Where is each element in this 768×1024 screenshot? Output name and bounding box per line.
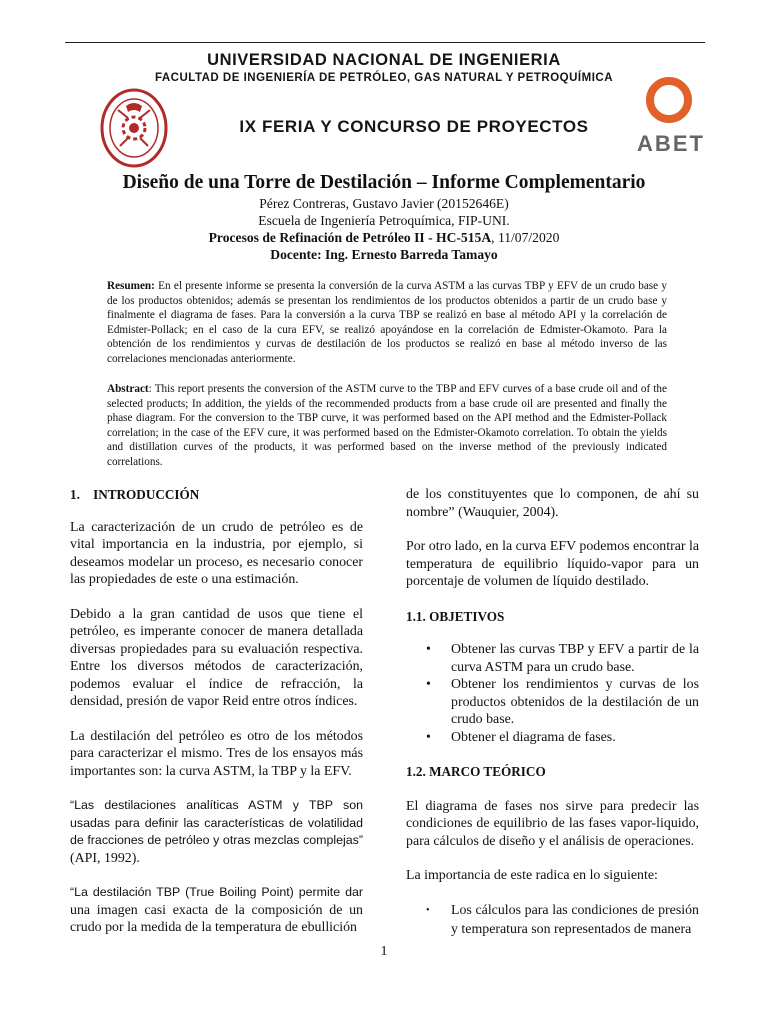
quote-api <box>70 797 363 867</box>
efv-paragraph: Por otro lado, en la curva EFV podemos encontrar la temperatura de equilibrio líquido-vapor para un porcentaje de volumen de líquido destilado. <box>406 539 699 589</box>
abet-ring-icon <box>628 74 714 126</box>
teacher-line: Docente: Ing. Ernesto Barreda Tamayo <box>270 247 498 262</box>
faculty-name: FACULTAD DE INGENIERÍA DE PETRÓLEO, GAS NATURAL Y PETROQUÍMICA <box>154 72 614 84</box>
quote-api-ref: (API, 1992). <box>70 850 140 866</box>
left-column <box>70 486 363 937</box>
marco-paragraph-1: El diagrama de fases nos sirve para predecir las condiciones de equilibrio de las fases vapor-liquido, para cálculos de diseño y el análisis de operaciones. <box>406 798 699 849</box>
marco-list <box>406 901 699 939</box>
intro-paragraph-3: La destilación del petróleo es otro de los métodos para caracterizar el mismo. Tres de los ensayos más importantes son: la curva ASTM, la TBP y la EFV. <box>70 728 363 779</box>
quote-api-text: “Las destilaciones analíticas ASTM y TBP son usadas para definir las características de volatilidad de fracciones de petróleo y otras mezclas complejas” <box>70 798 363 847</box>
abet-logo <box>628 74 714 156</box>
continued-paragraph: de los constituyentes que lo componen, de ahí su nombre” (Wauquier, 2004). <box>406 487 699 520</box>
top-rule <box>65 42 705 43</box>
quote-tbp <box>70 884 363 937</box>
quote-tbp-start: “La destilación TBP (True Boiling Point) permite dar <box>70 885 363 899</box>
bullet-icon: • <box>426 677 431 692</box>
bullet-icon: • <box>426 642 431 657</box>
resumen-label: Resumen: <box>107 280 155 292</box>
resumen-paragraph <box>107 279 667 366</box>
intro-paragraph-2: Debido a la gran cantidad de usos que tiene el petróleo, es imperante conocer de manera detallada diversas propiedades para su evaluación respectiva. Entre los diversos métodos de caracterización, podemos evaluar el índice de refracción, la densidad, presión de vapor Reid entre otros índices. <box>70 606 363 709</box>
section-heading-objetivos: 1.1. OBJETIVOS <box>406 608 505 624</box>
paper-title: Diseño de una Torre de Destilación – Informe Complementario <box>122 172 646 193</box>
university-name: UNIVERSIDAD NACIONAL DE INGENIERIA <box>207 51 561 69</box>
page-number: 1 <box>380 944 388 959</box>
quote-tbp-rest: una imagen casi exacta de la composición de un crudo por la medida de la temperatura de ebullición <box>70 902 363 935</box>
abstract-label: Abstract <box>107 383 149 395</box>
bullet-icon: • <box>426 729 431 745</box>
section-heading-marco-teorico: 1.2. MARCO TEÓRICO <box>406 764 546 779</box>
bullet-icon: • <box>426 904 430 916</box>
abet-logo-text: ABET <box>637 131 705 156</box>
marco-paragraph-2: La importancia de este radica en lo siguiente: <box>406 868 658 883</box>
course-line <box>0 229 768 246</box>
school-line: Escuela de Ingeniería Petroquímica, FIP-UNI. <box>258 213 510 228</box>
resumen-text: En el presente informe se presenta la conversión de la curva ASTM a las curvas TBP y EFV de un crudo base y de los productos obtenidos; además se presentan los rendimientos de los productos obtenidos a partir de un crudo base y finalmente el diagrama de fases. Para la conversión a la curva TBP se realizó en base al método API y la correlación de Edmister-Pollack; en el caso de la cura EFV, se realizó apoyándose en la correlación de Edmister-Okamoto. Para la obtención de los rendimientos y curvas de destilación de los productos se realizó en base al método inverso de las correlaciones mencionadas anteriormente. <box>107 280 667 365</box>
author-line: Pérez Contreras, Gustavo Javier (20152646E) <box>259 196 509 211</box>
list-item: • Obtener los rendimientos y curvas de los productos obtenidos de la destilación de un crudo base. <box>426 677 699 727</box>
list-item: • Obtener el diagrama de fases. <box>426 729 616 745</box>
course-date: , 11/07/2020 <box>491 230 560 245</box>
list-item: • Los cálculos para las condiciones de presión y temperatura son representados de manera <box>426 902 699 937</box>
course-name: Procesos de Refinación de Petróleo II - HC-515A <box>208 230 492 245</box>
objetivos-list <box>406 641 699 746</box>
intro-paragraph-1: La caracterización de un crudo de petróleo es de vital importancia en la industria, por ejemplo, si deseamos modelar un proceso, es necesario conocer las propiedades de este o una estimación. <box>70 519 363 587</box>
abstract-text: : This report presents the conversion of the ASTM curve to the TBP and EFV curves of a base crude oil and of the selected products; In addition, the yields of the recommended products from a base crude oil are presented and finally the phase diagram. For the conversion to the TBP curve, it was performed based on the API method and the Edmister-Pollack correlation; in the case of the EFV cure, it was performed based on the Edmister-Okamoto correlation. To obtain the yields and distillation curves of the products, it was performed based on the inverse method of the previously indicated correlations. <box>107 383 667 468</box>
abstract-paragraph <box>107 382 667 469</box>
section-heading-introduccion: 1. INTRODUCCIÓN <box>70 487 200 502</box>
list-item: • Obtener las curvas TBP y EFV a partir de la curva ASTM para un crudo base. <box>426 642 699 675</box>
right-column <box>406 486 699 939</box>
event-title: IX FERIA Y CONCURSO DE PROYECTOS <box>239 117 589 136</box>
